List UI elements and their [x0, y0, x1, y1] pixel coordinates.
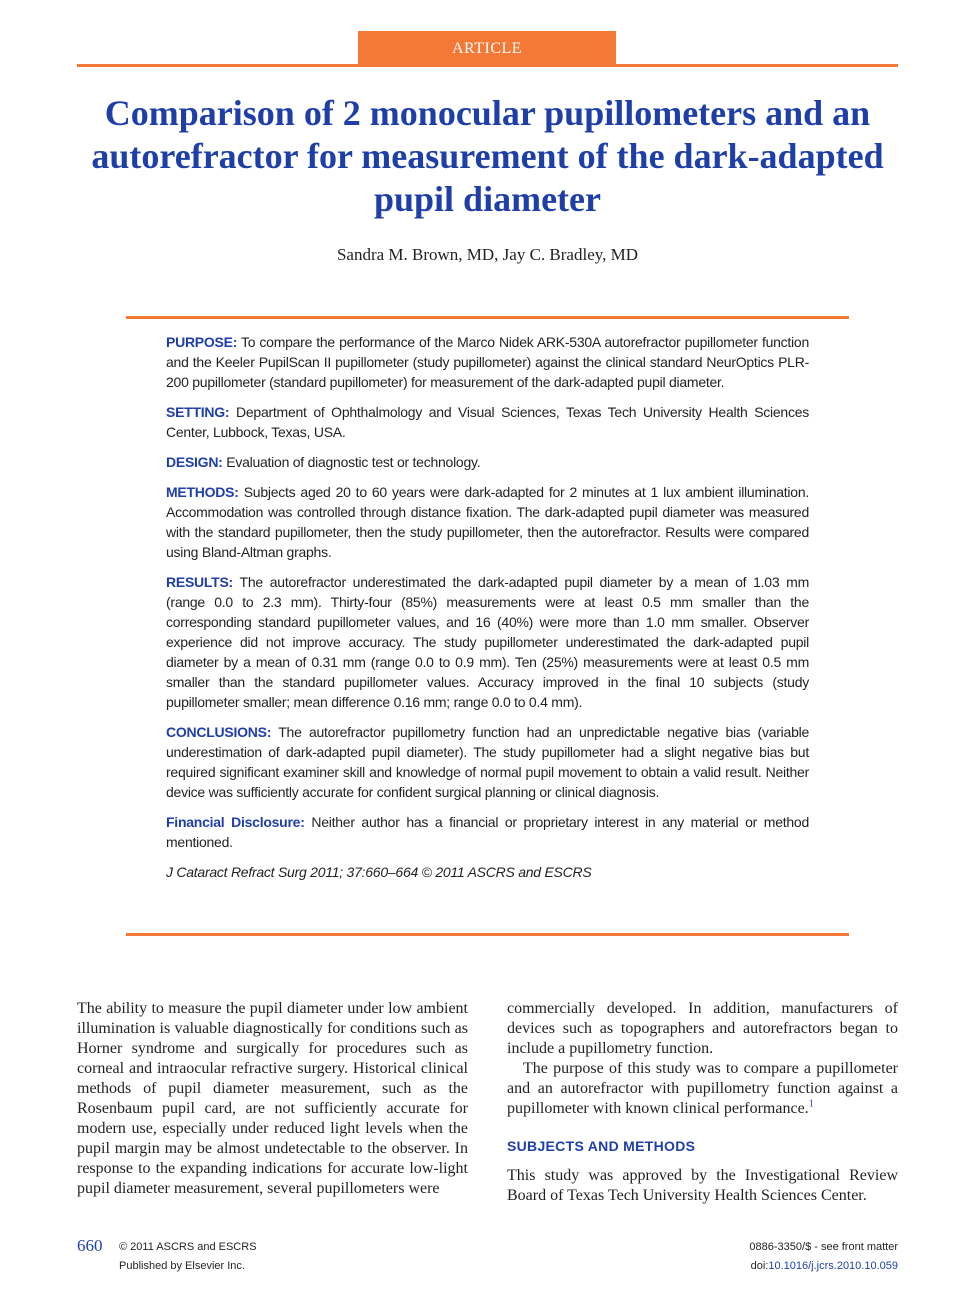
purpose-paragraph: [507, 1059, 898, 1119]
footer-issn: 0886-3350/$ - see front matter: [749, 1241, 898, 1253]
body-column-right: [507, 999, 898, 1206]
methods-paragraph: This study was approved by the Investigational Review Board of Texas Tech University Health Sciences Center.: [507, 1167, 898, 1204]
purpose-text: To compare the performance of the Marco Nidek ARK-530A autorefractor pupillometer function and the Keeler PupilScan II pupillometer (study pupillometer) against the clinical standard NeurOptics PLR-200 pupillometer (standard pupillometer) for measurement of the dark-adapted pupil diameter.: [166, 334, 809, 390]
doi-label: doi:: [750, 1260, 769, 1272]
methods-text: Subjects aged 20 to 60 years were dark-adapted for 2 minutes at 1 lux ambient illumination. Accommodation was controlled through distance fixation. The dark-adapted pupil diameter was measured with the standard pupillometer, then the study pupillometer, then the autorefractor. Results were compared using Bland-Altman graphs.: [166, 484, 810, 560]
footer-doi: [751, 1260, 898, 1272]
methods-label: METHODS:: [166, 484, 239, 500]
abstract-setting: [166, 402, 809, 442]
results-label: RESULTS:: [166, 574, 233, 590]
setting-text: Department of Ophthalmology and Visual Sciences, Texas Tech University Health Sciences Center, Lubbock, Texas, USA.: [166, 404, 809, 440]
abstract-bottom-rule: [126, 933, 849, 936]
abstract-design: [166, 452, 809, 472]
conclusions-label: CONCLUSIONS:: [166, 724, 272, 740]
abstract-purpose: [166, 332, 809, 392]
footer-publisher: Published by Elsevier Inc.: [119, 1260, 245, 1272]
abstract-conclusions: [166, 722, 809, 802]
purpose-paragraph-text: The purpose of this study was to compare a pupillometer and an autorefractor with pupillometry function against a pupillometer with known clinical performance.: [507, 1060, 898, 1117]
journal-citation: J Cataract Refract Surg 2011; 37:660–664 © 2011 ASCRS and ESCRS: [166, 864, 592, 880]
footer-copyright: © 2011 ASCRS and ESCRS: [119, 1241, 257, 1253]
abstract-top-rule: [126, 316, 849, 319]
abstract-results: [166, 572, 809, 712]
design-text: Evaluation of diagnostic test or technology.: [226, 454, 481, 470]
abstract: [166, 332, 809, 892]
abstract-disclosure: [166, 812, 809, 852]
disclosure-text: Neither author has a financial or proprietary interest in any material or method mentioned.: [166, 814, 809, 850]
header-rule: [77, 64, 898, 67]
intro-paragraph: The ability to measure the pupil diameter under low ambient illumination is valuable diagnostically for conditions such as Horner syndrome and surgically for procedures such as corneal and intraocular refractive surgery. Historical clinical methods of pupil diameter measurement, such as the Rosenbaum pupil card, are not sufficiently accurate for modern use, especially under reduced light levels when the pupil margin may be almost undetectable to the observer. In response to the expanding indications for accurate low-light pupil diameter measurement, several pupillometers were: [77, 1000, 468, 1197]
results-text: The autorefractor underestimated the dark-adapted pupil diameter by a mean of 1.03 mm (range 0.0 to 2.3 mm). Thirty-four (85%) measurements were at least 0.5 mm smaller than the corresponding standard pupillometer values, and 16 (40%) were more than 1.0 mm smaller. Observer experience did not improve accuracy. The study pupillometer underestimated the dark-adapted pupil diameter by a mean of 0.31 mm (range 0.0 to 0.9 mm). Ten (25%) measurements were at least 0.5 mm smaller than the standard pupillometer values. Accuracy improved in the final 10 subjects (study pupillometer smaller; mean difference 0.16 mm; range 0.0 to 0.4 mm).: [166, 574, 810, 710]
section-heading: SUBJECTS AND METHODS: [507, 1138, 696, 1154]
page-number: 660: [77, 1236, 103, 1255]
doi-link[interactable]: 10.1016/j.jcrs.2010.10.059: [768, 1260, 898, 1272]
section-tab: ARTICLE: [358, 31, 616, 67]
design-label: DESIGN:: [166, 454, 223, 470]
article-title: Comparison of 2 monocular pupillometers and an autorefractor for measurement of the dark-adapted pupil diameter: [91, 93, 884, 219]
author-list: Sandra M. Brown, MD, Jay C. Bradley, MD: [336, 245, 639, 264]
body-column-left: [77, 999, 468, 1199]
intro-continuation: commercially developed. In addition, manufacturers of devices such as topographers and autorefractors began to include a pupillometry function.: [507, 1000, 898, 1057]
conclusions-text: The autorefractor pupillometry function had an unpredictable negative bias (variable underestimation of dark-adapted pupil diameter). The study pupillometer had a slight negative bias but required significant examiner skill and knowledge of normal pupil movement to obtain a valid result. Neither device was sufficiently accurate for confident surgical planning or clinical diagnosis.: [166, 724, 809, 800]
abstract-methods: [166, 482, 809, 562]
disclosure-label: Financial Disclosure:: [166, 814, 305, 830]
purpose-label: PURPOSE:: [166, 334, 238, 350]
setting-label: SETTING:: [166, 404, 230, 420]
reference-link-1[interactable]: 1: [808, 1098, 814, 1110]
